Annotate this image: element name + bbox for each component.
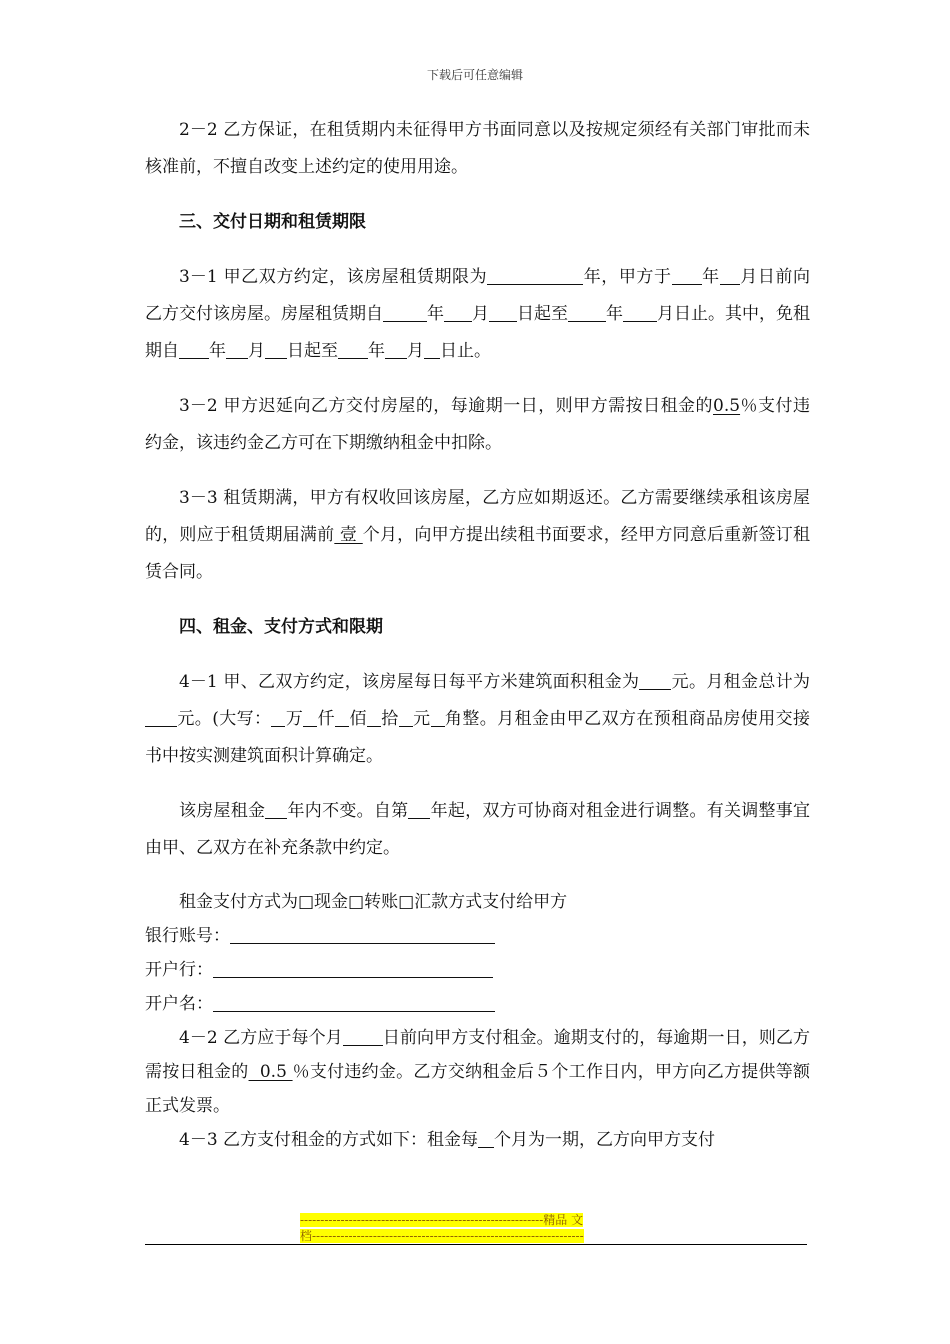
late-penalty-rate: 0.5 xyxy=(248,1062,293,1082)
bank-account-line xyxy=(230,926,495,944)
rent-adjustment: 该房屋租金 年内不变。自第 年起，双方可协商对租金进行调整。有关调整事宜由甲、乙双方在补充条款中约定。 xyxy=(145,801,811,858)
bank-line xyxy=(213,960,493,978)
document-body xyxy=(145,112,810,1157)
page-header: 下载后可任意编辑 xyxy=(426,68,523,82)
section-4-title: 四、租金、支付方式和限期 xyxy=(179,617,383,637)
clause-3-3: 3－3 租赁期满，甲方有权收回该房屋，乙方应如期返还。乙方需要继续承租该房屋的，则应于租赁期届满前 壹 个月，向甲方提出续租书面要求，经甲方同意后重新签订租赁合同。 xyxy=(145,488,810,582)
clause-3-1: 3－1 甲乙双方约定，该房屋租赁期限为 年，甲方于 年 月日前向乙方交付该房屋。房屋租赁期自 年 月 日起至 年 月日止。其中，免租期自 年 月 日起至 年 月 日止。 xyxy=(145,267,810,361)
clause-4-3: 4－3 乙方支付租金的方式如下：租金每 个月为一期，乙方向甲方支付 xyxy=(179,1130,716,1150)
renewal-months: 壹 xyxy=(334,525,363,545)
clause-4-1: 4－1 甲、乙双方约定，该房屋每日每平方米建筑面积租金为 元。月租金总计为元。(大写： 万 仟 佰 拾 元 角整。月租金由甲乙双方在预租商品房使用交接书中按实测建筑面积计算确定。 xyxy=(145,672,811,766)
penalty-rate: 0.5 xyxy=(713,396,741,416)
account-name-field: 开户名： xyxy=(145,987,810,1021)
section-3-title: 三、交付日期和租赁期限 xyxy=(179,212,366,232)
clause-4-2: 4－2 乙方应于每个月 日前向甲方支付租金。逾期支付的，每逾期一日，则乙方需按日租金的 0.5 ％支付违约金。乙方交纳租金后５个工作日内，甲方向乙方提供等额正式发票。 xyxy=(145,1028,811,1116)
account-name-line xyxy=(213,994,495,1012)
footer-line-2: 档------------------------------------------------------------------- xyxy=(300,1229,584,1243)
bank-field: 开户行： xyxy=(145,953,810,987)
footer-rule xyxy=(145,1244,807,1245)
payment-method: 租金支付方式为□现金□转账□汇款方式支付给甲方 xyxy=(179,892,568,912)
bank-account-field: 银行账号： xyxy=(145,919,810,953)
clause-3-2: 3－2 甲方迟延向乙方交付房屋的，每逾期一日，则甲方需按日租金的0.5％支付违约金，该违约金乙方可在下期缴纳租金中扣除。 xyxy=(145,396,810,453)
clause-2-2: 2－2 乙方保证，在租赁期内未征得甲方书面同意以及按规定须经有关部门审批而未核准前，不擅自改变上述约定的使用用途。 xyxy=(145,120,810,177)
page-footer xyxy=(300,1212,650,1244)
footer-line-1: ------------------------------------------------------------精品 文 xyxy=(300,1213,584,1227)
